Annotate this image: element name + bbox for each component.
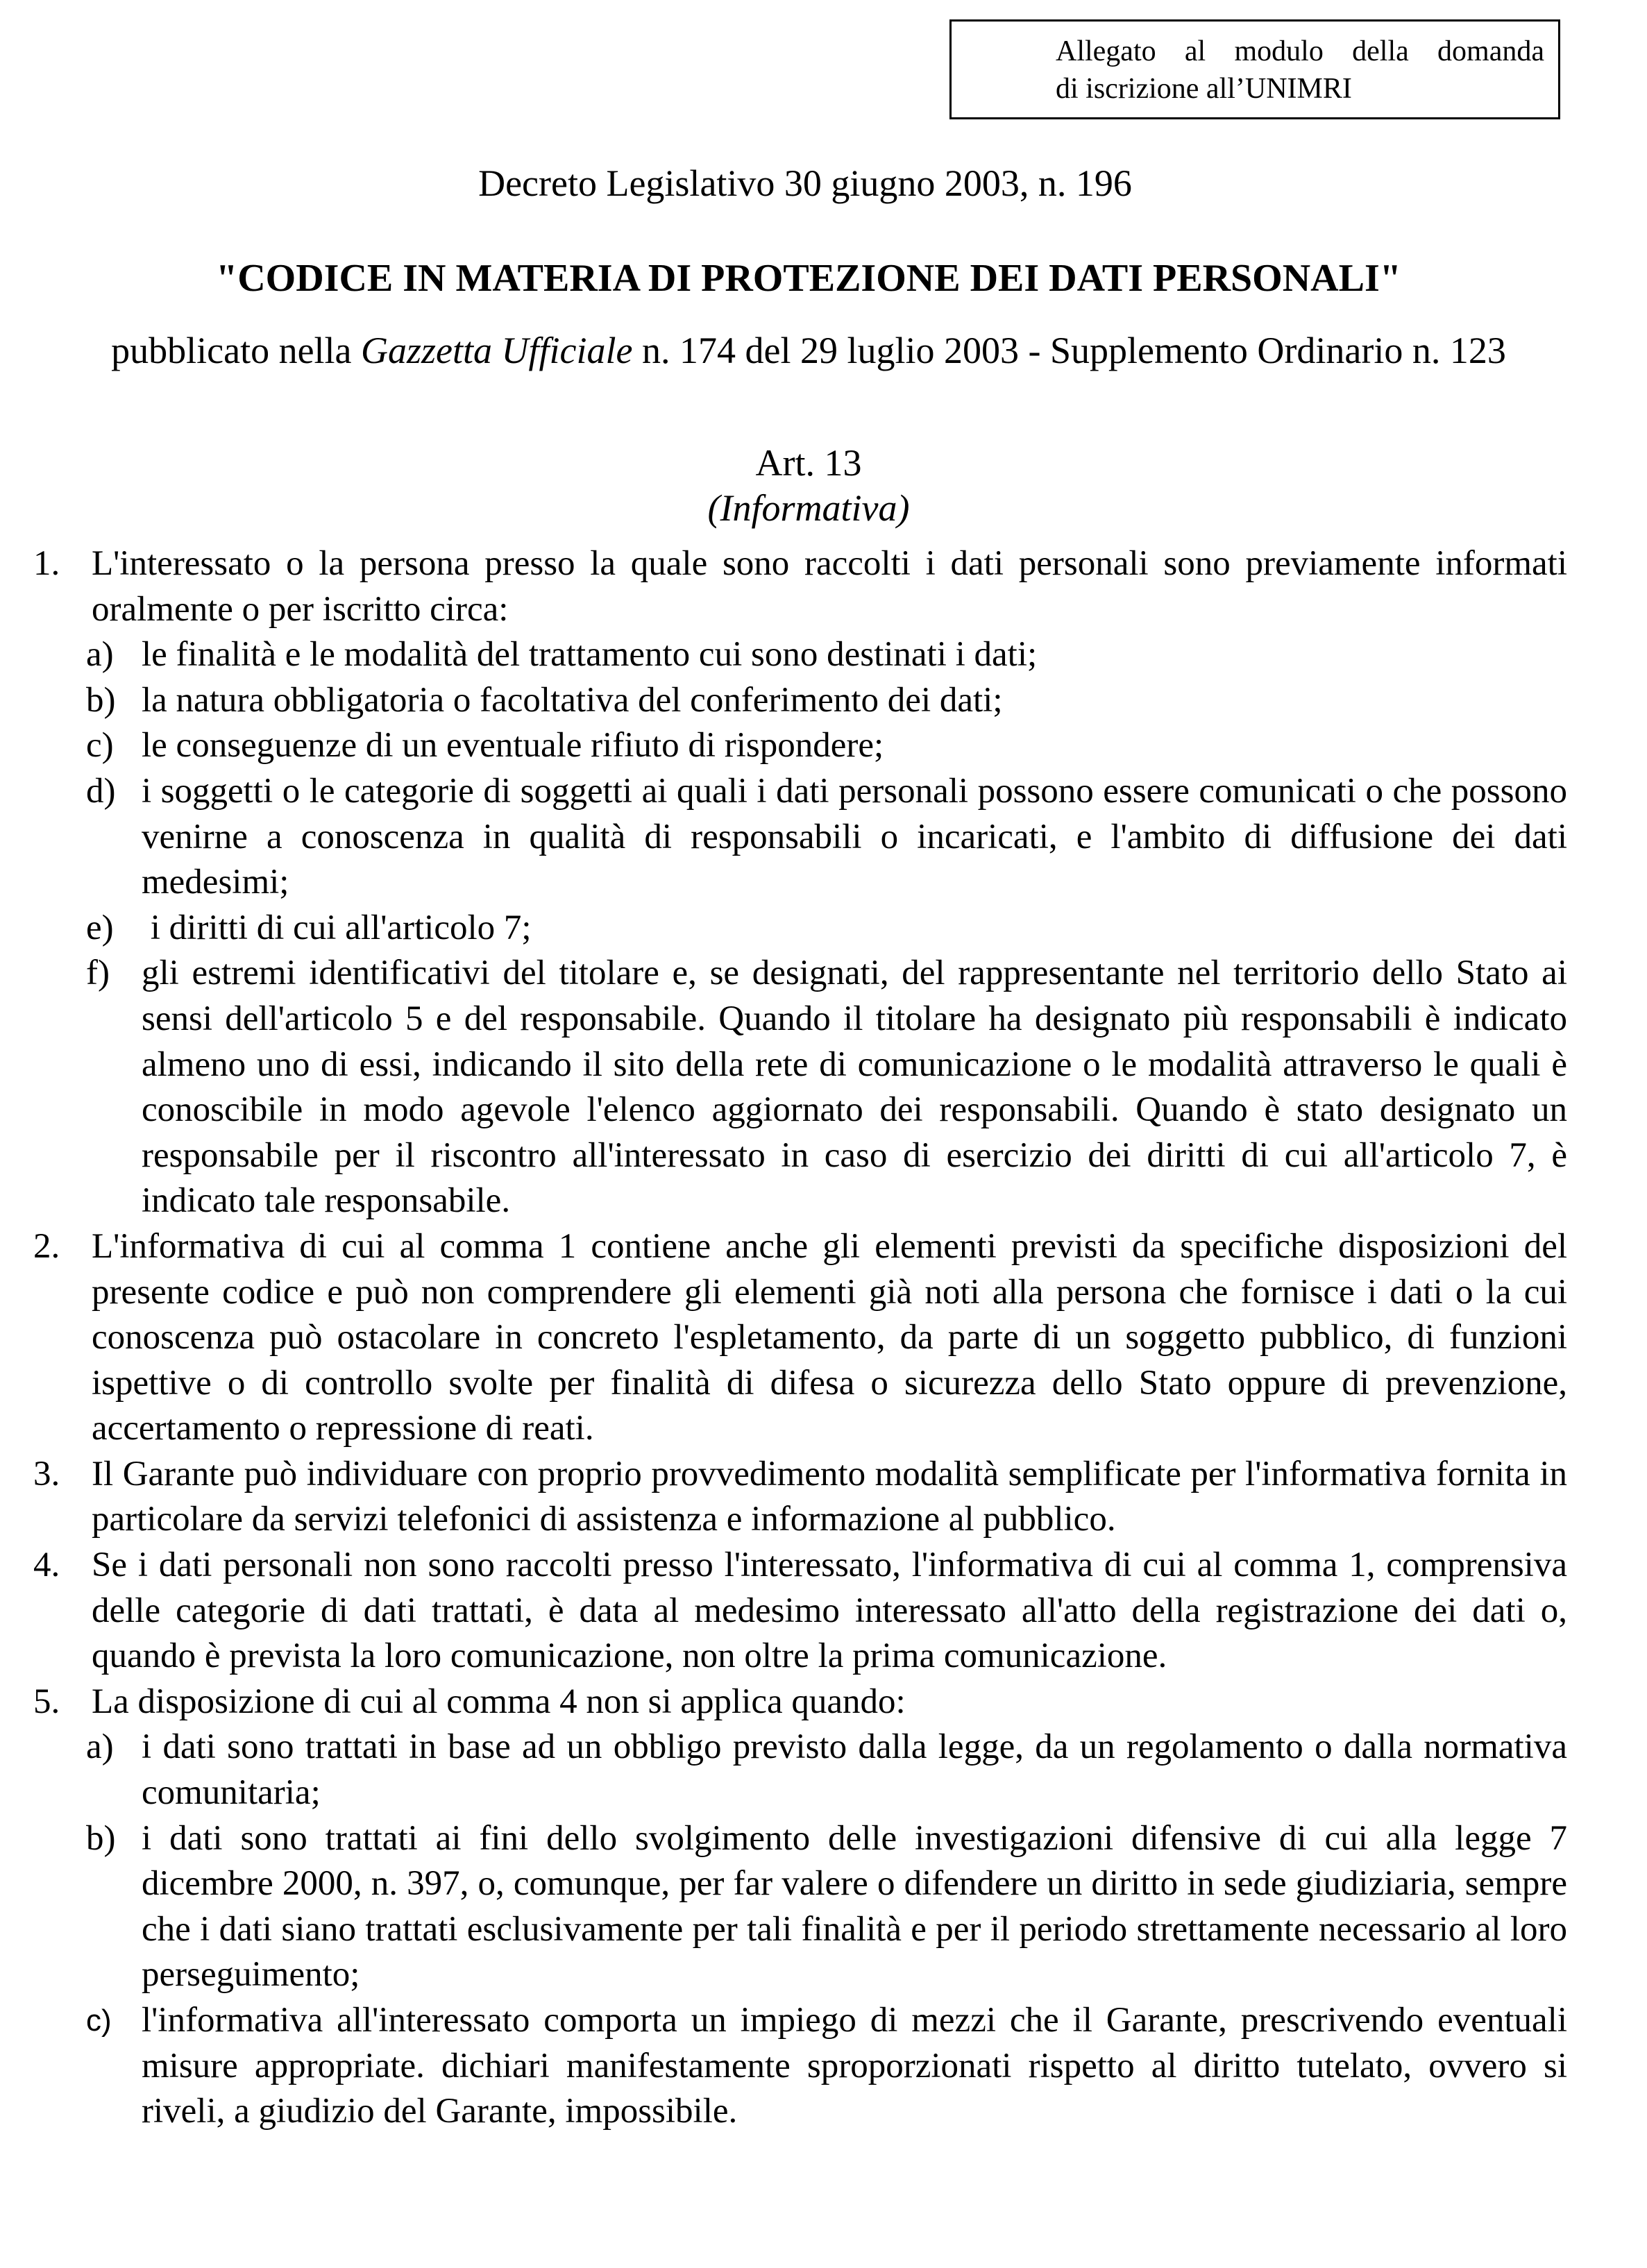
publication-suffix: n. 174 del 29 luglio 2003 - Supplemento Ordinario n. 123 bbox=[632, 330, 1506, 371]
paragraph-number: 3. bbox=[33, 1454, 60, 1493]
list-letter: a) bbox=[86, 635, 114, 675]
list-letter: f) bbox=[86, 954, 110, 993]
list-text: la natura obbligatoria o facoltativa del conferimento dei dati; bbox=[142, 680, 1003, 720]
list-text: le finalità e le modalità del trattamento cui sono destinati i dati; bbox=[142, 635, 1038, 675]
list-letter: c) bbox=[86, 726, 114, 765]
list-text: i soggetti o le categorie di soggetti ai quali i dati personali possono essere comunicati o che possono venirne a conoscenza in qualità di responsabili o incaricati, e l'ambito di diffusione dei dati medesimi; bbox=[142, 771, 1567, 902]
list-item bbox=[33, 1816, 1567, 1998]
list-letter: b) bbox=[86, 1818, 116, 1858]
list-letter: e) bbox=[86, 908, 114, 947]
list-letter: d) bbox=[86, 771, 116, 811]
list-item bbox=[33, 769, 1567, 906]
paragraph-2 bbox=[33, 1224, 1567, 1452]
paragraph-number: 4. bbox=[33, 1546, 60, 1585]
paragraph-3 bbox=[33, 1452, 1567, 1543]
publication-line bbox=[0, 328, 1617, 373]
list-item bbox=[33, 723, 1567, 769]
list-text: i diritti di cui all'articolo 7; bbox=[142, 908, 532, 947]
list-item bbox=[33, 1998, 1567, 2135]
list-item bbox=[33, 951, 1567, 1224]
annex-line-2: di iscrizione all’UNIMRI bbox=[1056, 73, 1352, 105]
publication-prefix: pubblicato nella bbox=[111, 330, 362, 371]
list-text: le conseguenze di un eventuale rifiuto di rispondere; bbox=[142, 726, 884, 765]
paragraph-4 bbox=[33, 1543, 1567, 1679]
paragraph-5 bbox=[33, 1679, 1567, 1725]
list-letter: b) bbox=[86, 680, 116, 720]
paragraph-text: La disposizione di cui al comma 4 non si applica quando: bbox=[92, 1682, 906, 1721]
paragraph-1 bbox=[33, 541, 1567, 632]
list-item bbox=[33, 632, 1567, 678]
list-text: l'informativa all'interessato comporta un impiego di mezzi che il Garante, prescrivendo eventuali misure appropriate. dichiari manifestamente sproporzionati rispetto al diritto tutelato, ovvero si riveli, a giudizio del Garante, impossibile. bbox=[142, 2001, 1567, 2131]
paragraph-text: Il Garante può individuare con proprio provvedimento modalità semplificate per l'informativa fornita in particolare da servizi telefonici di assistenza e informazione al pubblico. bbox=[92, 1454, 1567, 1539]
paragraph-text: Se i dati personali non sono raccolti presso l'interessato, l'informativa di cui al comma 1, comprensiva delle categorie di dati trattati, è data al medesimo interessato all'atto della registrazione dei dati o, quando è prevista la loro comunicazione, non oltre la prima comunicazione. bbox=[92, 1546, 1567, 1676]
paragraph-number: 5. bbox=[33, 1682, 60, 1721]
paragraph-text: L'interessato o la persona presso la quale sono raccolti i dati personali sono previamente informati oralmente o per iscritto circa: bbox=[92, 544, 1567, 629]
list-item bbox=[33, 1725, 1567, 1816]
article-number: Art. 13 bbox=[755, 442, 862, 484]
annex-box bbox=[949, 19, 1560, 119]
list-item bbox=[33, 906, 1567, 951]
article-subtitle: (Informativa) bbox=[707, 487, 910, 529]
paragraph-text: L'informativa di cui al comma 1 contiene anche gli elementi previsti da specifiche disposizioni del presente codice e può non comprendere gli elementi già noti alla persona che fornisce i dati o la cui conoscenza può ostacolare in concreto l'espletamento, da parte di un soggetto pubblico, di funzioni ispettive o di controllo svolte per finalità di difesa o sicurezza dello Stato oppure di prevenzione, accertamento o repressione di reati. bbox=[92, 1226, 1567, 1448]
code-title: "CODICE IN MATERIA DI PROTEZIONE DEI DATI PERSONALI" bbox=[216, 257, 1401, 300]
list-item bbox=[33, 678, 1567, 724]
article-body bbox=[33, 541, 1567, 2135]
paragraph-number: 2. bbox=[33, 1226, 60, 1266]
list-text: gli estremi identificativi del titolare e, se designati, del rappresentante nel territorio dello Stato ai sensi dell'articolo 5 e del responsabile. Quando il titolare ha designato più responsabili è indicato almeno uno di essi, indicando il sito della rete di comunicazione o le modalità attraverso le quali è conoscibile in modo agevole l'elenco aggiornato dei responsabili. Quando è stato designato un responsabile per il riscontro all'interessato in caso di esercizio dei diritti di cui all'articolo 7, è indicato tale responsabile. bbox=[142, 954, 1567, 1221]
publication-journal: Gazzetta Ufficiale bbox=[361, 330, 633, 371]
annex-line-1: Allegato al modulo della domanda bbox=[1056, 35, 1544, 67]
list-letter: c) bbox=[86, 2004, 112, 2038]
decree-title: Decreto Legislativo 30 giugno 2003, n. 196 bbox=[478, 162, 1132, 204]
paragraph-number: 1. bbox=[33, 544, 60, 583]
list-text: i dati sono trattati ai fini dello svolgimento delle investigazioni difensive di cui alla legge 7 dicembre 2000, n. 397, o, comunque, per far valere o difendere un diritto in sede giudiziaria, sempre che i dati siano trattati esclusivamente per tali finalità e per il periodo strettamente necessario al loro perseguimento; bbox=[142, 1818, 1567, 1995]
list-letter: a) bbox=[86, 1727, 114, 1767]
list-text: i dati sono trattati in base ad un obbligo previsto dalla legge, da un regolamento o dalla normativa comunitaria; bbox=[142, 1727, 1567, 1813]
